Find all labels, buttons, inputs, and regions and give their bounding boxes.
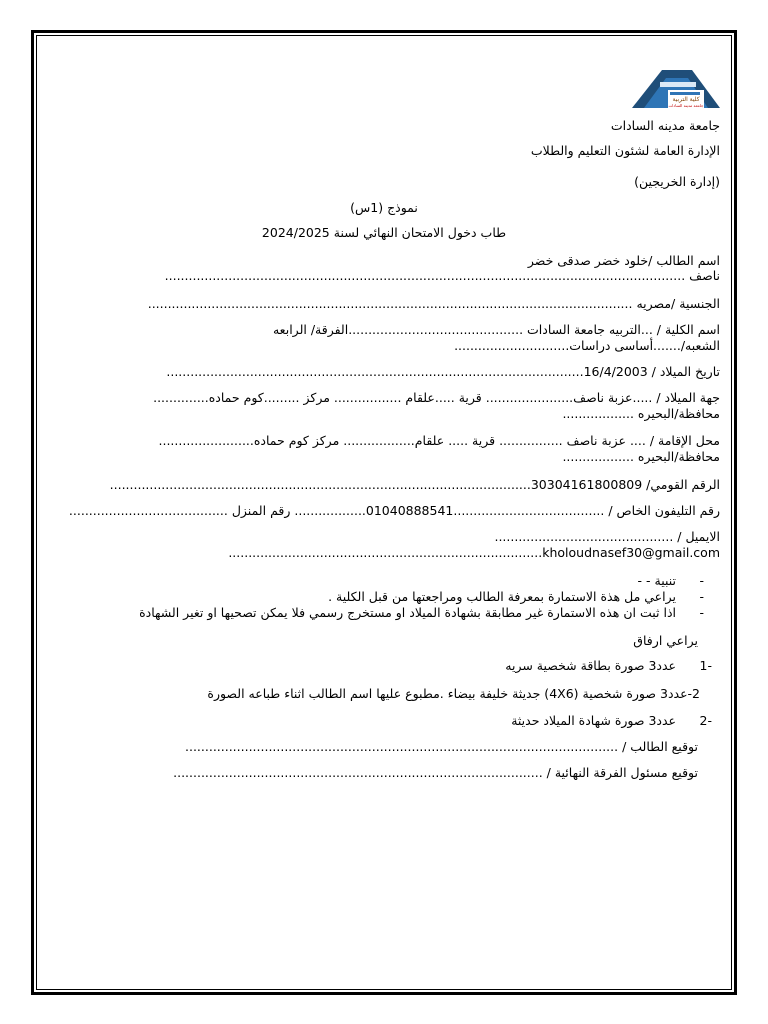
notes-bullet-1: - [699,589,704,604]
logo-caption-1: كلية التربية [672,96,700,103]
department-name: (إدارة الخريجين) [634,174,720,189]
form-model: نموذج (1س) [350,200,418,215]
birth-place-line-1: جهة الميلاد / .....عزبة ناصف...................... قرية .....علقام ................. مركز .........كوم حماده.............. [153,390,720,405]
attachment-1-number: -1 [699,658,712,673]
notes-item-2: اذا ثبت ان هذه الاستمارة غير مطابقة بشهادة الميلاد او مستخرج رسمي فلا يمكن تصحيها او تغير الشهادة [139,605,676,620]
nationality-field: الجنسية /مصريه .......................................................................................................................... [147,296,720,311]
notes-bullet-0: - [699,573,704,588]
residence-line-1: محل الإقامة / .... عزبة ناصف ................ قرية ..... علقام.................. مركز كوم حماده........................ [158,433,720,448]
residence-line-2: محافظة/البحيره .................. [562,449,720,464]
notes-item-1: يراعي مل هذة الاستمارة بمعرفة الطالب ومراجعتها من قبل الكلية . [328,589,676,604]
college-field-line-2: الشعبه/.......أساسى دراسات............................. [454,338,720,353]
birth-place-line-2: محافظة/البحيره .................. [562,406,720,421]
national-id-field: الرقم القومي/ 30304161800809.......................................................................................................... [109,477,720,492]
form-title: طاب دخول الامتحان النهائي لسنة 2024/2025 [261,225,507,240]
attachment-item-1: عدد3 صورة بطاقة شخصية سريه [505,658,676,673]
logo-caption-2: جامعة مدينة السادات [668,103,704,108]
administration-name: الإدارة العامة لشئون التعليم والطلاب [530,143,720,158]
official-signature: توقيع مسئول الفرقة النهائية / ............................................................................................. [173,765,698,780]
attachment-item-3: عدد3 صورة شهادة الميلاد حديثة [511,713,676,728]
attachment-item-2: 2-عدد3 صورة شخصية (4X6) جديثة خليفة بيضاء .مطبوع عليها اسم الطالب اثناء طباعه الصورة [207,686,700,701]
student-name-line-1: اسم الطالب /خلود خضر صدقى خضر [527,253,720,268]
college-field-line-1: اسم الكلية / ...التربيه جامعة السادات ............................................الفرقة/ الرابعه [272,322,720,337]
email-field-line-1: الايميل / ............................................. [494,529,720,544]
student-name-line-2: ناصف ................................................................................................................................... [164,268,720,283]
email-field-line-2: kholoudnasef30@gmail.com............................................................................... [228,545,720,560]
attachments-heading: يراعي ارفاق [633,633,698,648]
attachment-3-number: -2 [699,713,712,728]
phone-field: رقم التليفون الخاص / ......................................01040888541.................. رقم المنزل ........................................ [68,503,720,518]
birth-date-field: تاريخ الميلاد / 16/4/2003......................................................................................................... [166,364,720,379]
notes-bullet-2: - [699,605,704,620]
student-signature: توقيع الطالب / ............................................................................................................. [185,739,698,754]
university-name: جامعة مدينه السادات [610,118,720,133]
college-logo [632,68,722,110]
notes-heading: تنبية - - [637,573,676,588]
